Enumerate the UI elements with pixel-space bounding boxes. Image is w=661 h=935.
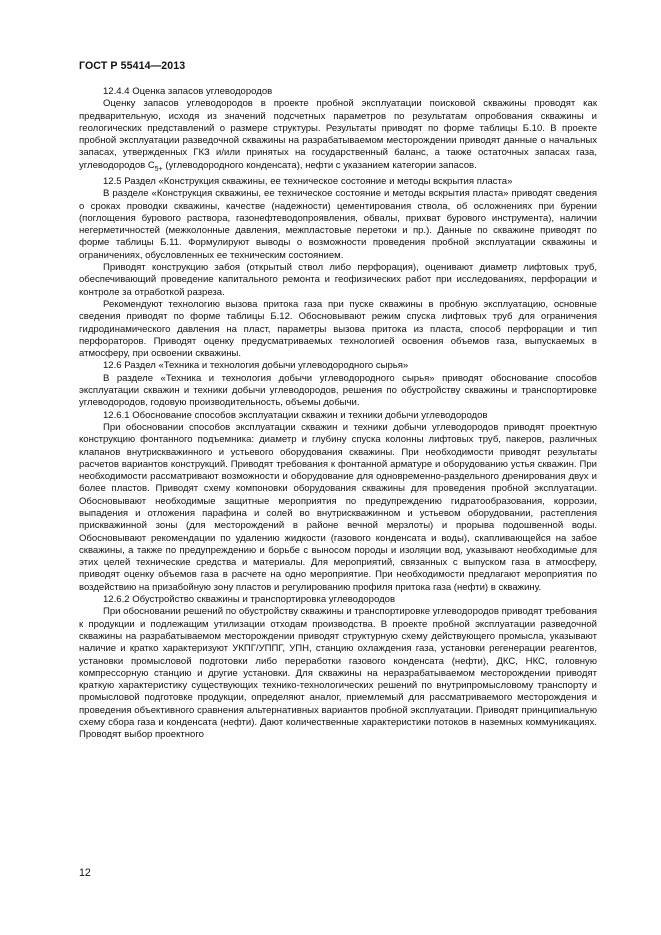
section-heading-12-5: 12.5 Раздел «Конструкция скважины, ее техническое состояние и методы вскрытия пласта» [103, 175, 513, 187]
paragraph-production-technology: В разделе «Техника и технология добычи углеводородного сырья» приводят обоснование способов эксплуатации скважин и техники добычи углеводородов, решения по обустройству скважины и транспортировке углеводородов, годовую производительность, объемы добычи. [79, 372, 597, 409]
page-number: 12 [79, 867, 91, 879]
document-body [79, 86, 597, 742]
standard-header: ГОСТ Р 55414—2013 [79, 60, 186, 72]
paragraph-well-facilities: При обосновании решений по обустройству скважины и транспортировке углеводородов приводят требования к продукции и подлежащим утилизации отходам производства. В проекте пробной эксплуатации разведочной скважины на разрабатываемом месторождении приводят структурную схему действующего промысла, указывают наличие и кратко характеризуют УКПГ/УППГ, УПН, станцию охлаждения газа, установки регенерации реагентов, установки промысловой подготовки либо переработки газового конденсата (нефти), ДКС, НКС, головную компрессорную станцию и другие установки. Для скважины на неразрабатываемом месторождении приводят краткую характеристику существующих технико-технологических решений по внутрипромысловому транспорту и промысловой подготовке продукции, определяют аналог, приемлемый для рассматриваемого месторождения и проведения объективного сравнения альтернативных вариантов пробной эксплуатации. Приводят принципиальную схему сбора газа и конденсата (нефти). Дают количественные характеристики потоков в наземных коммуникациях. Проводят выбор проектного [79, 606, 597, 741]
paragraph-reserves-assessment: Оценку запасов углеводородов в проекте пробной эксплуатации поисковой скважины проводят как предварительную, исходя из значений подсчетных параметров по результатам опробования скважины и геологических представлений о размере структуры. Результаты приводят по форме таблицы Б.10. В проекте пробной эксплуатации разведочной скважины на разрабатываемом месторождении приводят данные о начальных запасах, утвержденных ГКЗ и/или принятых на государственный баланс, а также остаточных запасах газа, углеводородов $C_{5+}$ (углеводородного конденсата), нефти с указанием категории запасов. [79, 98, 597, 173]
section-heading-12-6-1: 12.6.1 Обоснование способов эксплуатации скважин и техники добычи углеводородов [103, 409, 488, 421]
section-heading-12-4-4: 12.4.4 Оценка запасов углеводородов [103, 86, 273, 97]
paragraph-inflow-technology: Рекомендуют технологию вызова притока газа при пуске скважины в пробную эксплуатацию, основные сведения приводят по форме таблицы Б.12. Обосновывают режим спуска лифтовых труб для ограничения гидродинамического давления на пласт, параметры вызова притока из пласта, способ перфорации и тип перфораторов. Приводят оценку предусматриваемых технологией освоения объемов газа, выпускаемых в атмосферу, при освоении скважины. [79, 298, 597, 360]
section-heading-12-6-2: 12.6.2 Обустройство скважины и транспортировка углеводородов [103, 594, 396, 606]
paragraph-bottomhole-design: Приводят конструкцию забоя (открытый ствол либо перфорация), оценивают диаметр лифтовых труб, обеспечивающий проведение капитального ремонта и геофизических работ при исследованиях, перфорации и контроле за отработкой разреза. [79, 262, 597, 298]
section-heading-12-6: 12.6 Раздел «Техника и технология добычи углеводородного сырья» [103, 360, 409, 372]
paragraph-well-construction: В разделе «Конструкция скважины, ее техническое состояние и методы вскрытия пласта» приводят сведения о сроках проводки скважины, качестве (надежности) цементирования ствола, об осложнениях при бурении (поглощения бурового раствора, газонефтеводопроявления, обвалы, прихват бурового инструмента), наличии негерметичностей (межколонные давления, межпластовые перетоки и пр.). Данные по скважине приводят по форме таблицы Б.11. Формулируют выводы о возможности проведения пробной эксплуатации скважины и ограничениях, обусловленных ее техническим состоянием. [79, 188, 597, 261]
paragraph-production-methods: При обосновании способов эксплуатации скважин и техники добычи углеводородов приводят проектную конструкцию фонтанного подъемника: диаметр и глубину спуска колонны лифтовых труб, пакеров, различных клапанов внутрискважинного и устьевого оборудования скважины. При необходимости приводят результаты расчетов вариантов конструкций. Приводят требования к фонтанной арматуре и оборудованию устья скважин. При необходимости рассматривают возможности и оборудование для одновременно-раздельного дренирования двух и более пластов. Приводят схему компоновки оборудования скважины для проведения пробной эксплуатации. Обосновывают необходимые защитные мероприятия по предупреждению гидратообразования, коррозии, выпадения и отложения парафина и солей во внутрискважинном и устьевом оборудовании, растепления прискважинной зоны (для месторождений в районе вечной мерзлоты) и прорыва подошвенной воды. Обосновывают рекомендации по удалению жидкости (газового конденсата и воды), скапливающейся на забое скважины, а также по предупреждению и борьбе с выносом породы и изоляции вод, указывают необходимые для этих целей технические средства и материалы. Для мероприятий, связанных с выпуском газа в атмосферу, приводят оценку объемов газа в расчете на одно мероприятие. При необходимости предлагают мероприятия по воздействию на призабойную зону пластов и регулированию профиля притока газа (нефти) в скважину. [79, 421, 597, 593]
